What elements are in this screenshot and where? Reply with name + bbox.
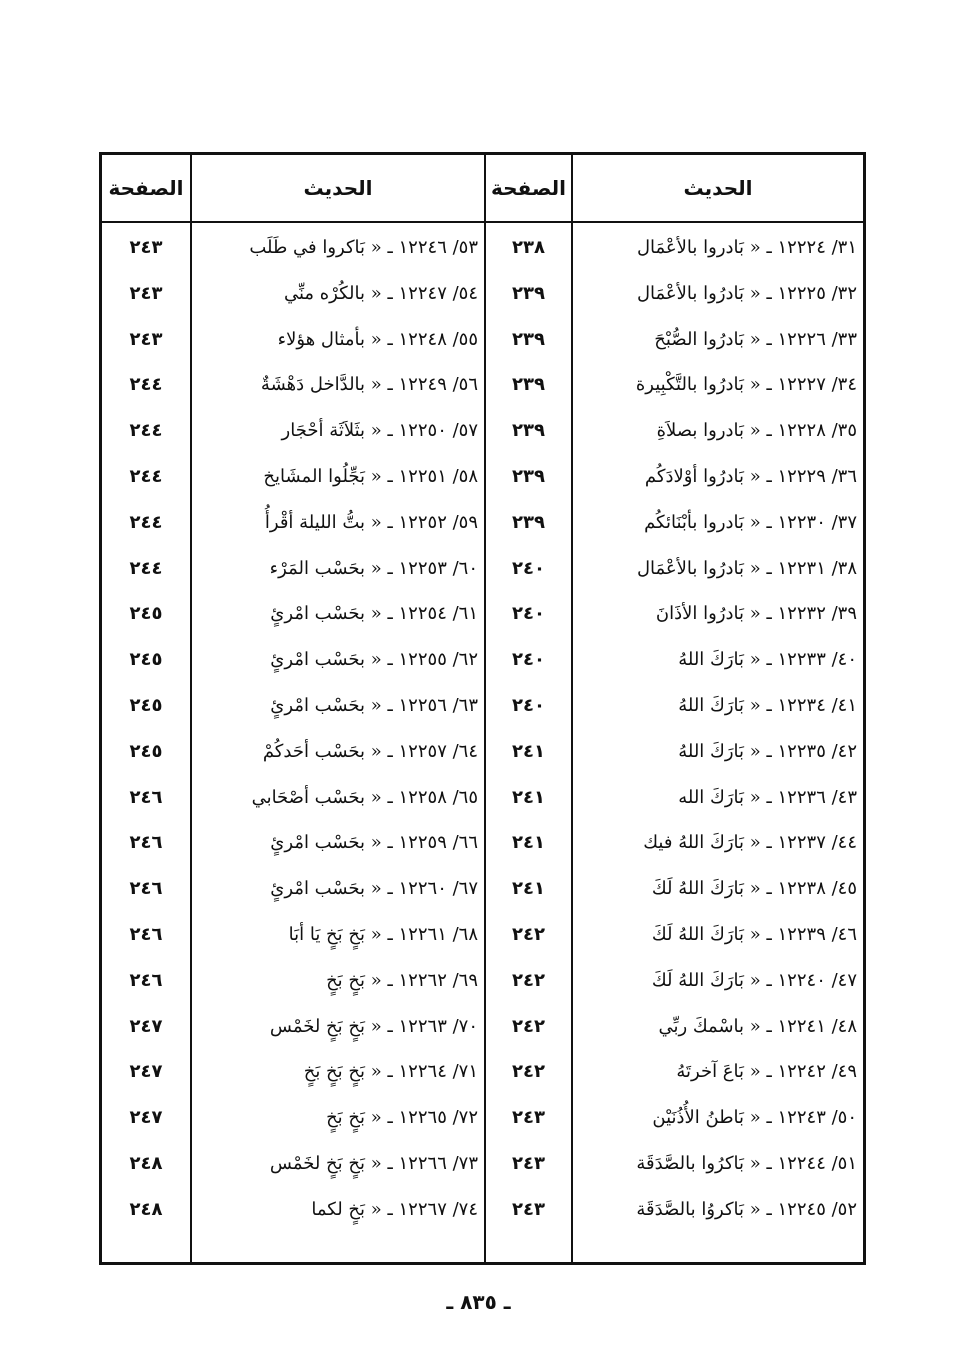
hadith-entry [644,500,857,546]
hadith-number: ٣٨/ ١٢٢٣١ ـ [766,557,857,579]
hadith-text: « بحَسْب امْرئٍ [270,878,382,900]
page-reference: ٢٤٥ [129,649,163,671]
hadith-number: ٤١/ ١٢٢٣٤ ـ [766,694,857,716]
page-reference: ٢٤٥ [129,694,163,716]
table-row [102,1095,190,1141]
hadith-text: « بحَسْب أحَدكُمْ [262,740,382,762]
page-reference: ٢٣٩ [512,420,545,442]
hadith-entry [270,866,478,912]
page-reference: ٢٤٢ [512,969,545,991]
page-reference: ٢٤٤ [129,511,163,533]
hadith-text: « بَادرُوا بالتَّكْبِيرة [635,374,761,396]
table-row [486,317,571,363]
hadith-text: « بَادروا بالأعْمَال [636,237,761,258]
page-reference: ٢٤٣ [512,1152,545,1174]
table-row [102,729,190,775]
hadith-number: ٣٥/ ١٢٢٢٨ ـ [766,420,857,442]
table-row [102,271,190,317]
page-reference: ٢٤١ [512,740,545,762]
hadith-number: ٣٢/ ١٢٢٢٥ ـ [766,282,857,304]
page-reference: ٢٤٢ [512,1015,545,1037]
table-row [192,775,484,821]
hadith-entry [678,729,857,775]
table-row [573,1187,863,1233]
hadith-number: ٣٣/ ١٢٢٢٦ ـ [766,328,857,350]
hadith-text: « بالدَّاخل دَهْشَةٌ [260,374,382,396]
hadith-number: ٦٩/ ١٢٢٦٢ ـ [387,969,478,991]
table-row [486,225,571,271]
hadith-number: ٥٠/ ١٢٢٤٣ ـ [766,1107,857,1129]
table-row [192,271,484,317]
hadith-text: « بَاطنُ الأُذُنَيْن [652,1107,761,1129]
hadith-entry [289,912,478,958]
table-row [486,866,571,912]
header-left-hadith: الحديث [303,176,373,200]
hadith-text: « بَارَكَ اللهُ فيك [643,832,761,854]
hadith-text: « بَجِّلُوا المشَايخ [263,465,382,487]
hadith-entry [326,958,478,1004]
hadith-text: « بَارَكَ الله [678,786,761,808]
hadith-number: ٦٠/ ١٢٢٥٣ ـ [387,557,478,579]
page-reference: ٢٤٤ [129,465,163,487]
hadith-entry [326,1095,478,1141]
table-row [192,1187,484,1233]
table-row [486,1141,571,1187]
hadith-number: ٤٩/ ١٢٢٤٢ ـ [766,1061,857,1083]
table-row [486,362,571,408]
hadith-entry [654,317,857,363]
hadith-text: « باسْمكَ ربِّي [658,1015,761,1037]
hadith-number: ٧٣/ ١٢٢٦٦ ـ [387,1152,478,1174]
hadith-entry [636,1141,857,1187]
table-row [486,1049,571,1095]
page-number: ـ ٨٣٥ ـ [446,1290,511,1314]
hadith-entry [636,362,857,408]
page-reference: ٢٤٣ [129,282,163,304]
right-hadith-list [573,225,863,1233]
table-row [102,958,190,1004]
hadith-number: ٦٧/ ١٢٢٦٠ ـ [387,878,478,900]
hadith-text: « بَخٍ بَخٍ لخَمْس [269,1152,382,1174]
table-row [486,591,571,637]
table-row [486,500,571,546]
hadith-entry [265,500,478,546]
table-row [486,637,571,683]
page-reference: ٢٤٥ [129,603,163,625]
hadith-text: « بحَسْب أصْحَابي [251,786,382,808]
table-row [192,546,484,592]
table-row [573,271,863,317]
table-row [573,637,863,683]
page-reference: ٢٣٩ [512,374,545,396]
hadith-entry [652,912,857,958]
table-row [486,958,571,1004]
table-row [573,362,863,408]
hadith-text: « بَاعَ آخرتَهُ [676,1061,761,1083]
hadith-entry [270,637,478,683]
hadith-entry [678,683,857,729]
page-reference: ٢٤٣ [129,237,163,258]
table-row [573,820,863,866]
header-left-page: الصفحة [108,176,184,200]
hadith-number: ٣١/ ١٢٢٢٤ ـ [766,237,857,258]
hadith-text: « بحَسْب امْرئٍ [270,603,382,625]
page-reference: ٢٤٠ [512,649,545,671]
page-reference: ٢٣٩ [512,328,545,350]
hadith-text: « بَخٍ بَخٍ [326,1107,382,1129]
hadith-entry [643,820,857,866]
hadith-entry [652,866,857,912]
hadith-entry [311,1187,478,1233]
hadith-text: « بثَلاَثَة أحْجَار [281,420,382,442]
hadith-text: « بَارَكَ اللهُ [678,649,761,671]
hadith-text: « بحَسْب امْرئٍ [270,832,382,854]
hadith-number: ٤٢/ ١٢٢٣٥ ـ [766,740,857,762]
hadith-entry [304,1049,478,1095]
hadith-number: ٦٦/ ١٢٢٥٩ ـ [387,832,478,854]
table-row [192,225,484,271]
left-hadith-list [192,225,484,1233]
table-row [192,1049,484,1095]
hadith-number: ٥٣/ ١٢٢٤٦ ـ [387,237,478,258]
table-row [192,1095,484,1141]
page-reference: ٢٤٣ [129,328,163,350]
table-row [573,729,863,775]
table-row [102,866,190,912]
hadith-number: ٦٣/ ١٢٢٥٦ ـ [387,694,478,716]
table-row [486,912,571,958]
table-row [486,820,571,866]
table-row [192,637,484,683]
page-reference: ٢٤١ [512,878,545,900]
hadith-number: ٧١/ ١٢٢٦٤ ـ [387,1061,478,1083]
page-reference: ٢٣٩ [512,282,545,304]
hadith-number: ٣٤/ ١٢٢٢٧ ـ [766,374,857,396]
page-reference: ٢٤٦ [129,832,163,854]
header-divider [102,221,863,223]
hadith-number: ٥٧/ ١٢٢٥٠ ـ [387,420,478,442]
hadith-text: « بَارَكَ اللهُ لَكَ [651,923,761,945]
table-row [192,454,484,500]
hadith-entry [282,408,478,454]
hadith-number: ٥٦/ ١٢٢٤٩ ـ [387,374,478,396]
table-row [486,271,571,317]
hadith-number: ٦٨/ ١٢٢٦١ ـ [387,923,478,945]
table-row [102,775,190,821]
hadith-text: « بَاكرُوا بالصَّدَقَة [636,1152,761,1174]
table-row [486,729,571,775]
hadith-number: ٧٤/ ١٢٢٦٧ ـ [387,1198,478,1220]
header-right-hadith: الحديث [683,176,753,200]
hadith-text: « بَارَكَ اللهُ [678,740,761,762]
table-row [192,408,484,454]
page-reference: ٢٤١ [512,832,545,854]
hadith-entry [637,546,857,592]
hadith-text: « بَادروا بأبْنَائكُم [644,511,761,533]
hadith-entry [636,1187,857,1233]
table-row [102,454,190,500]
hadith-number: ٤٠/ ١٢٢٣٣ ـ [766,649,857,671]
header-right-page: الصفحة [491,176,567,200]
hadith-entry [676,1049,857,1095]
hadith-entry [656,591,857,637]
hadith-text: « بَخٍ بَخٍ لخَمْس [269,1015,382,1037]
table-row [192,820,484,866]
table-row [573,866,863,912]
hadith-entry [270,820,478,866]
hadith-entry [637,225,857,271]
hadith-entry [249,225,478,271]
hadith-entry [645,454,857,500]
hadith-text: « بَخٍ لكما [311,1198,382,1220]
hadith-entry [284,271,478,317]
table-row [573,683,863,729]
hadith-text: « بَارَكَ اللهُ [678,694,761,716]
hadith-index-table [99,152,866,1265]
page-reference: ٢٤٠ [512,557,545,579]
page-reference: ٢٤١ [512,786,545,808]
page-reference: ٢٤٦ [129,923,163,945]
page-reference: ٢٣٨ [512,237,545,258]
hadith-number: ٧٢/ ١٢٢٦٥ ـ [387,1107,478,1129]
table-row [192,912,484,958]
hadith-entry [270,546,478,592]
hadith-number: ٦٢/ ١٢٢٥٥ ـ [387,649,478,671]
hadith-number: ٥١/ ١٢٢٤٤ ـ [766,1152,857,1174]
table-row [102,408,190,454]
page-reference: ٢٤٦ [129,786,163,808]
hadith-entry [657,408,857,454]
page-reference: ٢٤٧ [129,1061,163,1083]
page-reference: ٢٤٠ [512,694,545,716]
hadith-number: ٦١/ ١٢٢٥٤ ـ [387,603,478,625]
page-reference: ٢٤٥ [129,740,163,762]
hadith-number: ٣٦/ ١٢٢٢٩ ـ [766,465,857,487]
page-reference: ٢٣٩ [512,511,545,533]
hadith-entry [278,317,478,363]
page-reference: ٢٤٧ [129,1107,163,1129]
hadith-number: ٥٩/ ١٢٢٥٢ ـ [387,511,478,533]
table-row [192,317,484,363]
table-row [102,1141,190,1187]
table-row [192,591,484,637]
hadith-text: « بَخٍ بَخٍ يَا أبَا [288,923,382,945]
hadith-number: ٤٥/ ١٢٢٣٨ ـ [766,878,857,900]
page-reference: ٢٤٠ [512,603,545,625]
hadith-number: ٦٤/ ١٢٢٥٧ ـ [387,740,478,762]
table-row [573,775,863,821]
hadith-entry [658,1004,857,1050]
table-row [102,683,190,729]
table-row [573,912,863,958]
table-row [573,1049,863,1095]
table-row [486,1095,571,1141]
hadith-number: ٧٠/ ١٢٢٦٣ ـ [387,1015,478,1037]
table-row [192,362,484,408]
table-row [573,454,863,500]
table-row [102,500,190,546]
table-row [102,362,190,408]
page-reference: ٢٤٨ [129,1152,163,1174]
hadith-number: ٥٥/ ١٢٢٤٨ ـ [387,328,478,350]
table-row [192,729,484,775]
hadith-number: ٦٥/ ١٢٢٥٨ ـ [387,786,478,808]
hadith-number: ٤٧/ ١٢٢٤٠ ـ [766,969,857,991]
table-row [486,1004,571,1050]
table-row [486,454,571,500]
table-row [573,1095,863,1141]
table-row [573,958,863,1004]
page-reference: ٢٤٨ [129,1198,163,1220]
table-row [486,408,571,454]
page-reference: ٢٤٢ [512,923,545,945]
hadith-text: « بَارَكَ اللهُ لَكَ [651,878,761,900]
hadith-text: « بحَسْب امْرئٍ [270,649,382,671]
hadith-entry [270,683,478,729]
hadith-text: « بالكُرْه منِّي [283,282,382,304]
table-row [192,683,484,729]
hadith-number: ٤٨/ ١٢٢٤١ ـ [766,1015,857,1037]
left-page-list [102,225,190,1233]
hadith-text: « بتُّ الليلة أقْرأُ [264,511,382,533]
table-row [573,500,863,546]
hadith-text: « بأمثال هؤلاء [277,328,382,350]
hadith-number: ٤٤/ ١٢٢٣٧ ـ [766,832,857,854]
hadith-text: « بَادرُوا بالأعْمَال [636,557,761,579]
table-row [192,866,484,912]
table-row [102,546,190,592]
table-row [192,500,484,546]
table-row [102,591,190,637]
table-row [102,1187,190,1233]
hadith-entry [270,591,478,637]
hadith-text: « بَاكروُا بالصَّدَقَة [636,1198,761,1220]
page-reference: ٢٤٧ [129,1015,163,1037]
hadith-number: ٤٦/ ١٢٢٣٩ ـ [766,923,857,945]
hadith-entry [652,958,857,1004]
hadith-text: « بَارَكَ اللهُ لَكَ [651,969,761,991]
page-reference: ٢٤٣ [512,1198,545,1220]
hadith-entry [678,637,857,683]
hadith-number: ٣٧/ ١٢٢٣٠ ـ [766,511,857,533]
hadith-number: ٥٤/ ١٢٢٤٧ ـ [387,282,478,304]
hadith-entry [678,775,857,821]
table-row [102,912,190,958]
hadith-entry [652,1095,857,1141]
hadith-text: « بَادرُوا الأذَانَ [655,603,761,625]
hadith-number: ٣٩/ ١٢٢٣٢ ـ [766,603,857,625]
table-row [573,546,863,592]
page-reference: ٢٤٣ [512,1107,545,1129]
hadith-text: « بَادرُوا الصُّبْحَ [654,328,761,350]
table-row [192,1004,484,1050]
hadith-entry [270,1004,478,1050]
page-reference: ٢٤٤ [129,420,163,442]
hadith-number: ٥٨/ ١٢٢٥١ ـ [387,465,478,487]
table-row [102,317,190,363]
table-row [486,775,571,821]
hadith-entry [263,729,478,775]
table-row [573,1004,863,1050]
table-row [573,591,863,637]
table-row [486,1187,571,1233]
hadith-number: ٤٣/ ١٢٢٣٦ ـ [766,786,857,808]
table-row [102,1004,190,1050]
hadith-entry [270,1141,478,1187]
hadith-entry [261,362,478,408]
hadith-text: « بَخٍ بَخٍ [326,969,382,991]
right-page-list [486,225,571,1233]
table-row [192,958,484,1004]
table-row [573,317,863,363]
hadith-entry [263,454,478,500]
hadith-text: « بَادرُوا أوْلادَكُم [644,465,761,487]
table-row [573,1141,863,1187]
table-row [486,683,571,729]
hadith-number: ٥٢/ ١٢٢٤٥ ـ [766,1198,857,1220]
page-reference: ٢٤٤ [129,374,163,396]
table-row [102,820,190,866]
table-row [573,225,863,271]
hadith-text: « بَادروا بصلاَةِ [656,420,761,442]
page-reference: ٢٣٩ [512,465,545,487]
hadith-text: « بَخٍ بَخٍ بَخٍ [303,1061,382,1083]
hadith-text: « بحَسْب امْرئٍ [270,694,382,716]
table-row [192,1141,484,1187]
hadith-text: « بحَسْب المَرْء [269,557,382,579]
hadith-entry [637,271,857,317]
page-reference: ٢٤٦ [129,878,163,900]
page-reference: ٢٤٤ [129,557,163,579]
page-reference: ٢٤٢ [512,1061,545,1083]
hadith-text: « بَاكروا في طَلَب [249,237,382,258]
hadith-entry [252,775,478,821]
table-row [573,408,863,454]
table-row [486,546,571,592]
table-row [102,225,190,271]
hadith-text: « بَادرُوا بالأعْمَال [636,282,761,304]
table-row [102,1049,190,1095]
page-reference: ٢٤٦ [129,969,163,991]
table-row [102,637,190,683]
